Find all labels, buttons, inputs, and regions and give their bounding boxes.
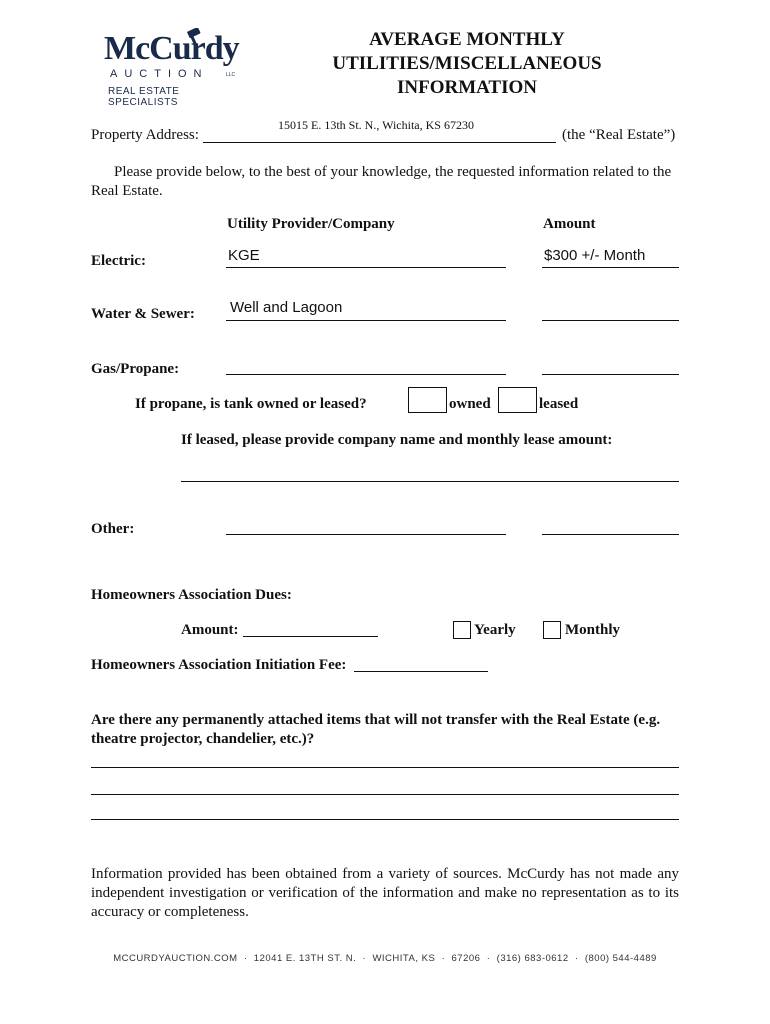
- yearly-checkbox[interactable]: [453, 621, 471, 639]
- title-line-3: INFORMATION: [396, 77, 538, 98]
- logo-mark: LLC: [226, 72, 236, 78]
- attached-items-question: Are there any permanently attached items that will not transfer with the Real Estate (e.g. theatre projector, chandelier, etc.)?: [91, 712, 661, 747]
- attached-items-line-3[interactable]: [91, 819, 679, 820]
- water-sewer-amount-line: [542, 320, 679, 321]
- logo-name: McCurdy: [104, 30, 239, 67]
- propane-question: If propane, is tank owned or leased?: [135, 396, 367, 412]
- hoa-amount-line[interactable]: [243, 636, 378, 637]
- logo-word: AUCTION: [110, 68, 209, 80]
- column-header-provider: Utility Provider/Company: [227, 216, 395, 232]
- company-logo: [104, 28, 244, 108]
- owned-checkbox[interactable]: [408, 387, 447, 413]
- logo-tagline: REAL ESTATE SPECIALISTS: [108, 86, 180, 108]
- column-header-amount: Amount: [543, 216, 596, 232]
- electric-amount-line: [542, 267, 679, 268]
- electric-provider-line: [226, 267, 506, 268]
- other-label: Other:: [91, 521, 135, 537]
- property-address-value[interactable]: 15015 E. 13th St. N., Wichita, KS 67230: [278, 118, 474, 132]
- gas-propane-label: Gas/Propane:: [91, 361, 180, 377]
- other-amount-line: [542, 534, 679, 535]
- water-sewer-label: Water & Sewer:: [91, 306, 195, 322]
- leased-label: leased: [539, 396, 579, 412]
- owned-label: owned: [449, 396, 491, 412]
- monthly-label: Monthly: [565, 622, 621, 638]
- hoa-initiation-label: Homeowners Association Initiation Fee:: [91, 657, 347, 673]
- monthly-checkbox[interactable]: [543, 621, 561, 639]
- water-sewer-provider-line: [226, 320, 506, 321]
- attached-items-line-1[interactable]: [91, 767, 679, 768]
- title-line-2: UTILITIES/MISCELLANEOUS: [332, 53, 602, 74]
- property-address-suffix: (the “Real Estate”): [562, 127, 676, 143]
- gas-propane-provider-line: [226, 374, 506, 375]
- lease-details-line[interactable]: [181, 481, 679, 482]
- hoa-initiation-line[interactable]: [354, 671, 488, 672]
- disclaimer: Information provided has been obtained from a variety of sources. McCurdy has not made any independent investigation or verification of the information and make no representation as to its accuracy or completeness.: [91, 866, 679, 920]
- title-line-1: AVERAGE MONTHLY: [369, 29, 565, 50]
- property-address-label: Property Address:: [91, 127, 199, 143]
- hoa-heading: Homeowners Association Dues:: [91, 587, 292, 603]
- attached-items-line-2[interactable]: [91, 794, 679, 795]
- electric-provider-field[interactable]: KGE: [228, 247, 260, 264]
- gas-propane-amount-line: [542, 374, 679, 375]
- leased-checkbox[interactable]: [498, 387, 537, 413]
- electric-amount-field[interactable]: $300 +/- Month: [544, 247, 646, 264]
- lease-prompt: If leased, please provide company name and monthly lease amount:: [181, 432, 613, 448]
- other-provider-line: [226, 534, 506, 535]
- electric-label: Electric:: [91, 253, 146, 269]
- hoa-amount-label: Amount:: [181, 622, 239, 638]
- footer-contact: MCCURDYAUCTION.COM · 12041 E. 13TH ST. N. · WICHITA, KS · 67206 · (316) 683-0612 · (800) 544-4489: [113, 953, 657, 964]
- property-address-line: [203, 142, 556, 143]
- page-title: [290, 28, 644, 100]
- intro-paragraph: Please provide below, to the best of your knowledge, the requested information related to the Real Estate.: [91, 164, 672, 199]
- water-sewer-provider-field[interactable]: Well and Lagoon: [230, 299, 343, 316]
- yearly-label: Yearly: [474, 622, 516, 638]
